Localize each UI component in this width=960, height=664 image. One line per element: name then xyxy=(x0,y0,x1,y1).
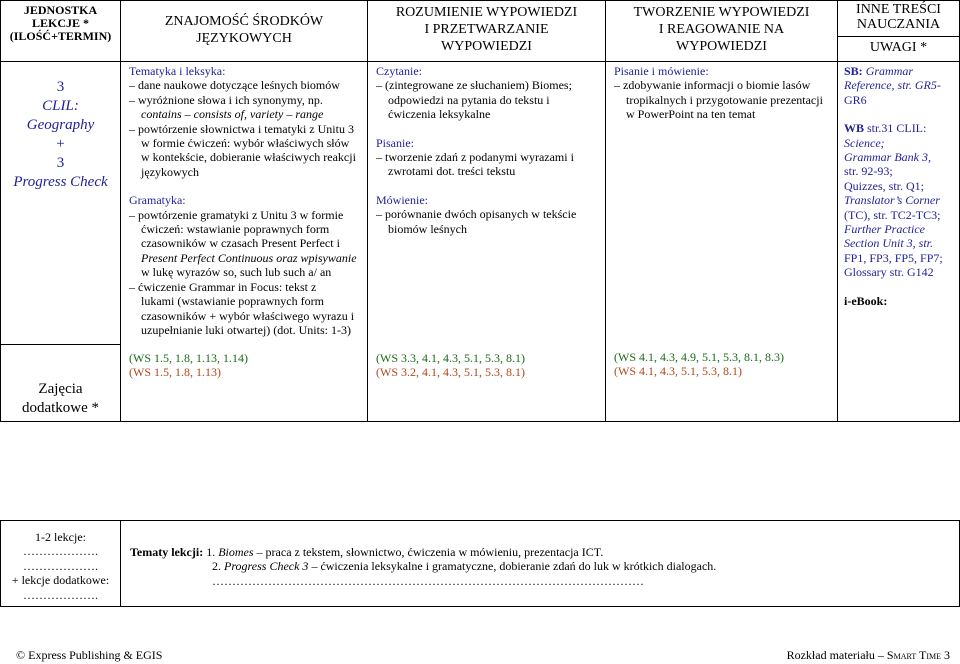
production-label: Pisanie i mówienie: xyxy=(614,64,709,78)
list-item: – wyróżnione słowa i ich synonymy, np. xyxy=(129,93,365,107)
list-item: – (zintegrowane ze słuchaniem) Biomes; xyxy=(376,78,604,92)
list-item: odpowiedzi na pytania do tekstu i xyxy=(388,92,550,107)
header-other-content: INNE TREŚCI NAUCZANIA xyxy=(856,2,941,32)
header-production: TWORZENIE WYPOWIEDZI I REAGOWANIE NA WYPOWIEDZI xyxy=(633,5,810,54)
speaking-label: Mówienie: xyxy=(376,192,428,207)
list-item: w formie ćwiczeń: wybór właściwych słów xyxy=(141,136,350,151)
lesson-topics: Tematy lekcji: 1. Biomes – praca z tekstem, słownictwo, ćwiczenia w mówieniu, prezentacja ICT. 2. Progress Check 3 – ćwiczenia leksykalne i gramatyczne, dobieranie zdań do luk w krótkich dialogach. ……………………………………………………………………………………………… xyxy=(130,545,717,588)
list-item: ćwiczenia leksykalne xyxy=(388,107,491,122)
reception-ws-refs: (WS 3.3, 4.1, 4.3, 5.1, 5.3, 8.1) (WS 3.2, 4.1, 4.3, 5.1, 5.3, 8.1) xyxy=(376,351,525,380)
list-item: uzupełnianie luki otwartej) (dot. Units: 1-3) xyxy=(141,322,351,337)
list-item: – ćwiczenie Grammar in Focus: tekst z xyxy=(129,280,365,294)
list-item: – porównanie dwóch opisanych w tekście xyxy=(376,207,604,221)
other-content-cell: SB: Grammar Reference, str. GR5- GR6 WB str.31 CLIL: Science; Grammar Bank 3, str. 92-93; Quizzes, str. Q1; Translator’s Corner (TC), str. TC2-TC3; Further Practice Section Unit 3, str. FP1, FP3, FP5, FP7; Glossary str. G142 i-eBook: xyxy=(844,64,943,308)
list-item: Present Perfect Continuous oraz wpisywanie xyxy=(141,250,357,265)
list-item: lukami (wstawianie poprawnych form xyxy=(141,294,324,309)
list-item: zwrotami dot. treści tekstu xyxy=(388,164,516,179)
list-item: w kontekście, dobieranie właściwych reakcji xyxy=(141,150,356,165)
writing-label: Pisanie: xyxy=(376,135,414,150)
language-ws-refs: (WS 1.5, 1.8, 1.13, 1.14) (WS 1.5, 1.8, 1.13) xyxy=(129,351,248,380)
footer-title: Rozkład materiału – Smart Time 3 xyxy=(786,648,950,662)
header-reception: ROZUMIENIE WYPOWIEDZI I PRZETWARZANIE WYPOWIEDZI xyxy=(395,5,578,54)
extra-lessons-label: Zajęcia dodatkowe * xyxy=(21,381,100,416)
list-item: w PowerPoint na ten temat xyxy=(626,107,756,122)
list-item: – dane naukowe dotyczące leśnych biomów xyxy=(129,78,365,92)
unit-title: 3 CLIL: Geography + 3 Progress Check xyxy=(13,79,108,190)
header-language-means: ZNAJOMOŚĆ ŚRODKÓW JĘZYKOWYCH xyxy=(164,14,324,46)
list-item: czasowników + wybór właściwego wyrazu i xyxy=(141,308,355,323)
reading-label: Czytanie: xyxy=(376,64,422,78)
list-item: – powtórzenie gramatyki z Unitu 3 w formie xyxy=(129,208,365,222)
list-item: językowych xyxy=(141,164,199,179)
list-item: czasowników w czasach Present Perfect i xyxy=(141,236,340,251)
footer-copyright: © Express Publishing & EGIS xyxy=(16,648,163,662)
production-ws-refs: (WS 4.1, 4.3, 4.9, 5.1, 5.3, 8.1, 8.3) (WS 4.1, 4.3, 5.1, 5.3, 8.1) xyxy=(614,350,784,379)
list-item: contains – consists of, variety – range xyxy=(141,107,324,122)
list-item: tropikalnych i przygotowanie prezentacji xyxy=(626,92,823,107)
language-means-cell xyxy=(129,64,365,337)
production-cell xyxy=(614,64,836,122)
list-item: – tworzenie zdań z podanymi wyrazami i xyxy=(376,150,604,164)
list-item: biomów leśnych xyxy=(388,221,467,236)
list-item: w lukę wyrazów so, such lub such a/ an xyxy=(141,265,332,280)
reception-cell xyxy=(376,64,604,236)
list-item: ćwiczeń: wstawianie poprawnych form xyxy=(141,222,330,237)
topic-label: Tematyka i leksyka: xyxy=(129,64,226,78)
list-item: – powtórzenie słownictwa i tematyki z Unitu 3 xyxy=(129,122,365,136)
grammar-label: Gramatyka: xyxy=(129,193,186,208)
header-unit-lessons: JEDNOSTKA LEKCJE * (ILOŚĆ+TERMIN) xyxy=(9,3,112,43)
header-notes: UWAGI * xyxy=(869,40,928,55)
list-item: – zdobywanie informacji o biomie lasów xyxy=(614,78,836,92)
lessons-count: 1-2 lekcje: ………………. ………………. + lekcje dodatkowe: ………………. xyxy=(11,530,110,602)
